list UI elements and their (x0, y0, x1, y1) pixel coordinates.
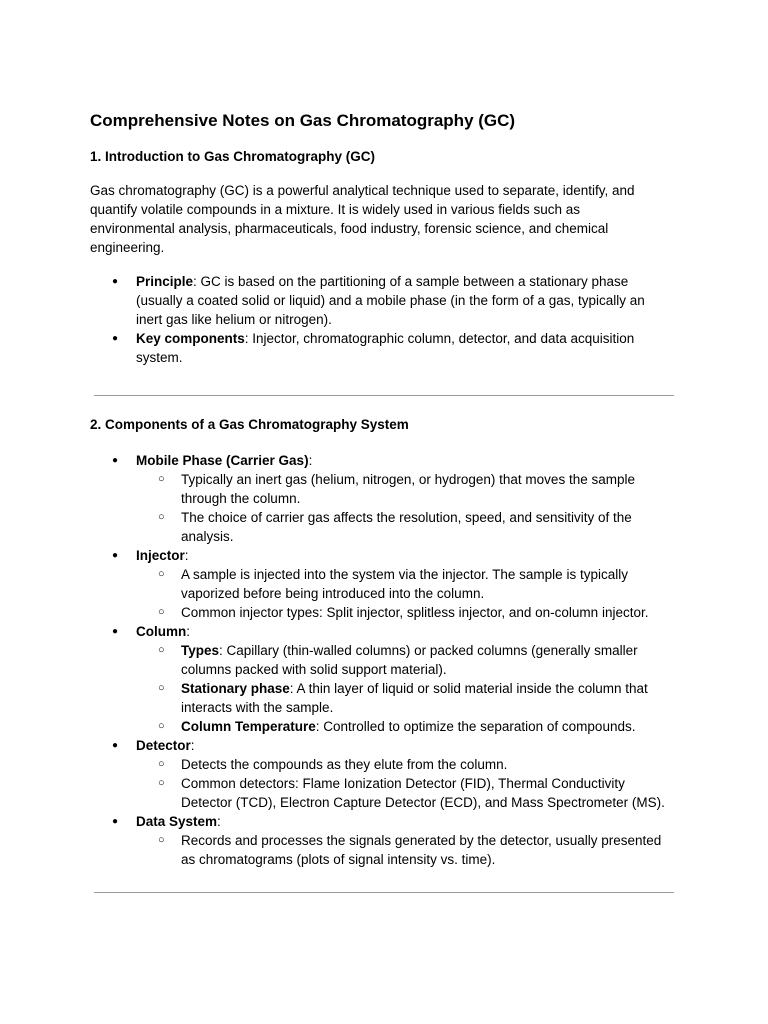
bullet-item-column (90, 622, 690, 736)
bullet-icon: ● (112, 550, 119, 561)
sub-item-text: vaporized before being introduced into the column. (181, 586, 485, 601)
sub-list (136, 470, 690, 546)
horizontal-divider (94, 892, 674, 893)
sub-bullet-icon: ○ (158, 682, 165, 694)
bullet-text: inert gas like helium or nitrogen). (136, 312, 332, 327)
bullet-term: Data System (136, 814, 218, 829)
sub-bullet-icon: ○ (158, 720, 165, 732)
sub-item-text: analysis. (181, 529, 234, 544)
section-1-bullet-list (90, 272, 690, 367)
sub-item-text: The choice of carrier gas affects the resolution, speed, and sensitivity of the (181, 510, 632, 525)
sub-bullet-icon: ○ (158, 644, 165, 656)
sub-item (136, 774, 690, 812)
sub-item-text: Common injector types: Split injector, splitless injector, and on-column injector. (181, 605, 649, 620)
bullet-term: Injector (136, 548, 185, 563)
sub-item-text: : Controlled to optimize the separation of compounds. (315, 719, 636, 734)
sub-bullet-icon: ○ (158, 834, 165, 846)
paragraph-line: Gas chromatography (GC) is a powerful analytical technique used to separate, identify, and (90, 183, 635, 198)
sub-bullet-icon: ○ (158, 758, 165, 770)
bullet-suffix: : (184, 548, 189, 563)
sub-item (136, 755, 690, 774)
paragraph-line: engineering. (90, 240, 165, 255)
bullet-icon: ● (112, 740, 119, 751)
section-1-heading: 1. Introduction to Gas Chromatography (GC) (90, 149, 376, 164)
sub-list (136, 565, 690, 622)
bullet-item-detector (90, 736, 690, 812)
sub-item-text: : Capillary (thin-walled columns) or packed columns (generally smaller (219, 643, 638, 658)
horizontal-divider (94, 395, 674, 396)
bullet-term: Detector (136, 738, 191, 753)
sub-item-term: Stationary phase (181, 681, 290, 696)
sub-item-text: Records and processes the signals generated by the detector, usually presented (181, 833, 662, 848)
sub-item-text: through the column. (181, 491, 301, 506)
sub-item-text: : A thin layer of liquid or solid material inside the column that (289, 681, 648, 696)
sub-item-text: Detects the compounds as they elute from the column. (181, 757, 508, 772)
sub-bullet-icon: ○ (158, 511, 165, 523)
sub-list (136, 755, 690, 812)
bullet-term: Column (136, 624, 187, 639)
bullet-icon: ● (112, 455, 119, 466)
sub-bullet-icon: ○ (158, 568, 165, 580)
bullet-suffix: : (186, 624, 191, 639)
bullet-icon: ● (112, 626, 119, 637)
sub-item (136, 717, 690, 736)
sub-item (136, 641, 690, 679)
bullet-item-key-components (90, 329, 690, 367)
sub-bullet-icon: ○ (158, 473, 165, 485)
sub-item-text: A sample is injected into the system via the injector. The sample is typically (181, 567, 628, 582)
bullet-item-injector (90, 546, 690, 622)
sub-item-text: Typically an inert gas (helium, nitrogen, or hydrogen) that moves the sample (181, 472, 635, 487)
sub-item-term: Column Temperature (181, 719, 316, 734)
sub-bullet-icon: ○ (158, 777, 165, 789)
sub-item (136, 508, 690, 546)
section-2-heading: 2. Components of a Gas Chromatography System (90, 417, 409, 432)
bullet-text: system. (136, 350, 183, 365)
bullet-item-principle (90, 272, 690, 329)
paragraph-line: quantify volatile compounds in a mixture. It is widely used in various fields such as (90, 202, 580, 217)
bullet-item-data-system (90, 812, 690, 869)
section-1-intro-paragraph (90, 181, 670, 257)
sub-item (136, 679, 690, 717)
bullet-suffix: : (217, 814, 221, 829)
bullet-term: Mobile Phase (Carrier Gas) (136, 453, 309, 468)
sub-list (136, 831, 690, 869)
sub-item-text: Common detectors: Flame Ionization Detector (FID), Thermal Conductivity (181, 776, 625, 791)
bullet-icon: ● (112, 816, 119, 827)
bullet-term: Key components (136, 331, 245, 346)
sub-item (136, 831, 690, 869)
sub-bullet-icon: ○ (158, 606, 165, 618)
sub-item (136, 565, 690, 603)
section-2-bullet-list (90, 451, 690, 869)
paragraph-line: environmental analysis, pharmaceuticals, food industry, forensic science, and chemical (90, 221, 609, 236)
bullet-suffix: : (308, 453, 313, 468)
sub-list (136, 641, 690, 736)
bullet-text: : Injector, chromatographic column, detector, and data acquisition (244, 331, 635, 346)
bullet-term: Principle (136, 274, 194, 289)
bullet-text: (usually a coated solid or liquid) and a mobile phase (in the form of a gas, typically an (136, 293, 645, 308)
document-title: Comprehensive Notes on Gas Chromatography (GC) (90, 111, 516, 130)
sub-item-text: interacts with the sample. (181, 700, 334, 715)
sub-item-text: columns packed with solid support material). (181, 662, 447, 677)
bullet-suffix: : (190, 738, 195, 753)
bullet-item-mobile-phase (90, 451, 690, 546)
sub-item (136, 603, 690, 622)
bullet-icon: ● (112, 333, 119, 344)
bullet-icon: ● (112, 276, 119, 287)
sub-item-text: as chromatograms (plots of signal intensity vs. time). (181, 852, 496, 867)
sub-item-text: Detector (TCD), Electron Capture Detector (ECD), and Mass Spectrometer (MS). (181, 795, 665, 810)
sub-item (136, 470, 690, 508)
sub-item-term: Types (181, 643, 220, 658)
bullet-text: : GC is based on the partitioning of a sample between a stationary phase (193, 274, 629, 289)
